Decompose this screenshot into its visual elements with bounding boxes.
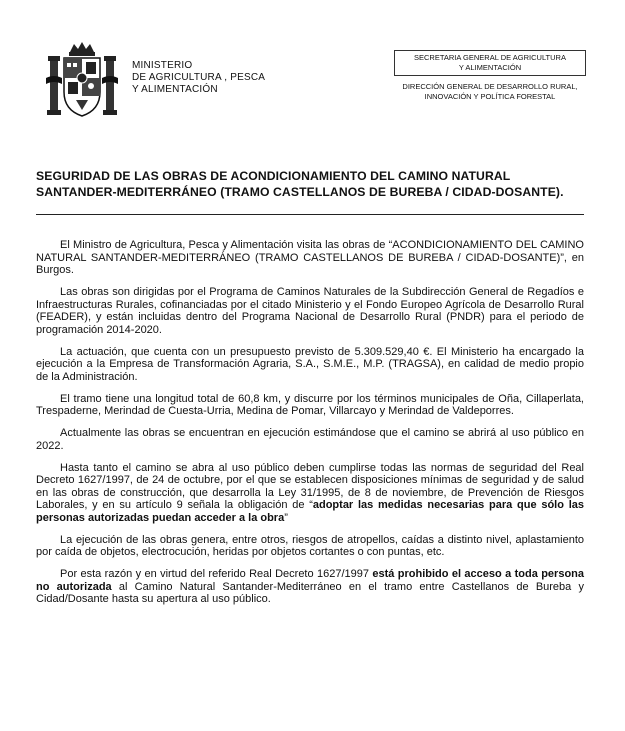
ministry-line: Y ALIMENTACIÓN [132, 84, 218, 95]
paragraph-text: El Ministro de Agricultura, Pesca y Alimentación visita las obras de “ACONDICIONAMIENTO DEL CAMINO NATURAL SANTANDER-MEDITERRÁNEO (TRAMO CASTELLANOS DE BUREBA / CIDAD-DOSANTE)”, en Burgos. [36, 239, 584, 276]
emphasis-text: adoptar las medidas necesarias para que sólo las personas autorizadas puedan acceder a la obra [36, 499, 584, 524]
body-paragraph [36, 427, 584, 452]
paragraph-text: ” [284, 511, 288, 524]
coat-of-arms-icon [44, 38, 120, 120]
secretariat-line: Y ALIMENTACIÓN [458, 62, 522, 72]
body-paragraph [36, 462, 584, 525]
emphasis-text: está prohibido el acceso a toda persona no autorizada [36, 568, 584, 593]
title-line-1: SEGURIDAD DE LAS OBRAS DE ACONDICIONAMIENTO DEL CAMINO NATURAL [36, 169, 511, 183]
ministry-name [132, 60, 265, 96]
directorate [394, 82, 586, 101]
body-paragraph [36, 393, 584, 418]
secretariat-box [394, 50, 586, 76]
body-paragraph [36, 286, 584, 336]
paragraph-text: La ejecución de las obras genera, entre otros, riesgos de atropellos, caídas a distinto nivel, aplastamiento por caída de objetos, electrocución, heridas por objetos cortantes o con puntas, etc. [36, 533, 584, 558]
body-paragraph [36, 239, 584, 277]
paragraph-text: al Camino Natural Santander-Mediterráneo en el tramo entre Castellanos de Bureba y Cidad/Dosante hasta su apertura al uso público. [36, 580, 584, 605]
directorate-line: DIRECCIÓN GENERAL DE DESARROLLO RURAL, [402, 82, 578, 91]
title-divider [36, 214, 584, 215]
secretariat-line: SECRETARIA GENERAL DE AGRICULTURA [414, 53, 566, 62]
body-paragraph [36, 534, 584, 559]
body-paragraph [36, 568, 584, 606]
paragraph-text: Las obras son dirigidas por el Programa de Caminos Naturales de la Subdirección General de Regadíos e Infraestructuras Rurales, cofinanciadas por el citado Ministerio y el Fondo Europeo Agrícola de Desarrollo Rural (FEADER), y están incluidas dentro del Programa Nacional de Desarrollo Rural (PNDR) para el periodo de programación 2014-2020. [36, 286, 584, 336]
body-paragraph [36, 346, 584, 384]
document-title [36, 168, 591, 200]
directorate-line: INNOVACIÓN Y POLÍTICA FORESTAL [424, 91, 556, 101]
paragraph-text: Actualmente las obras se encuentran en ejecución estimándose que el camino se abrirá al uso público en 2022. [36, 427, 584, 452]
department-block [394, 50, 586, 101]
ministry-line: MINISTERIO [132, 60, 193, 71]
paragraph-text: La actuación, que cuenta con un presupuesto previsto de 5.309.529,40 €. El Ministerio ha encargado la ejecución a la Empresa de Transformación Agraria, S.A., S.M.E., M.P. (TRAGSA), en calidad de medio propio de la Administración. [36, 345, 584, 383]
ministry-line: DE AGRICULTURA , PESCA [132, 72, 266, 83]
paragraph-text: El tramo tiene una longitud total de 60,8 km, y discurre por los términos municipales de Oña, Cillaperlata, Trespaderne, Merindad de Cuesta-Urria, Medina de Pomar, Villarcayo y Merindad de Valdeporres. [36, 392, 584, 417]
title-line-2: SANTANDER-MEDITERRÁNEO (TRAMO CASTELLANOS DE BUREBA / CIDAD-DOSANTE). [36, 185, 564, 199]
document-body [36, 239, 584, 615]
paragraph-text: Hasta tanto el camino se abra al uso público deben cumplirse todas las normas de seguridad del Real Decreto 1627/1997, de 24 de octubre, por el que se establecen disposiciones mínimas de seguridad y de salud en las obras de construcción, que desarrolla la Ley 31/1995, de 8 de noviembre, de Prevención de Riesgos Laborales, y en su artículo 9 señala la obligación de “ [36, 461, 584, 511]
paragraph-text: Por esta razón y en virtud del referido Real Decreto 1627/1997 [60, 568, 373, 580]
